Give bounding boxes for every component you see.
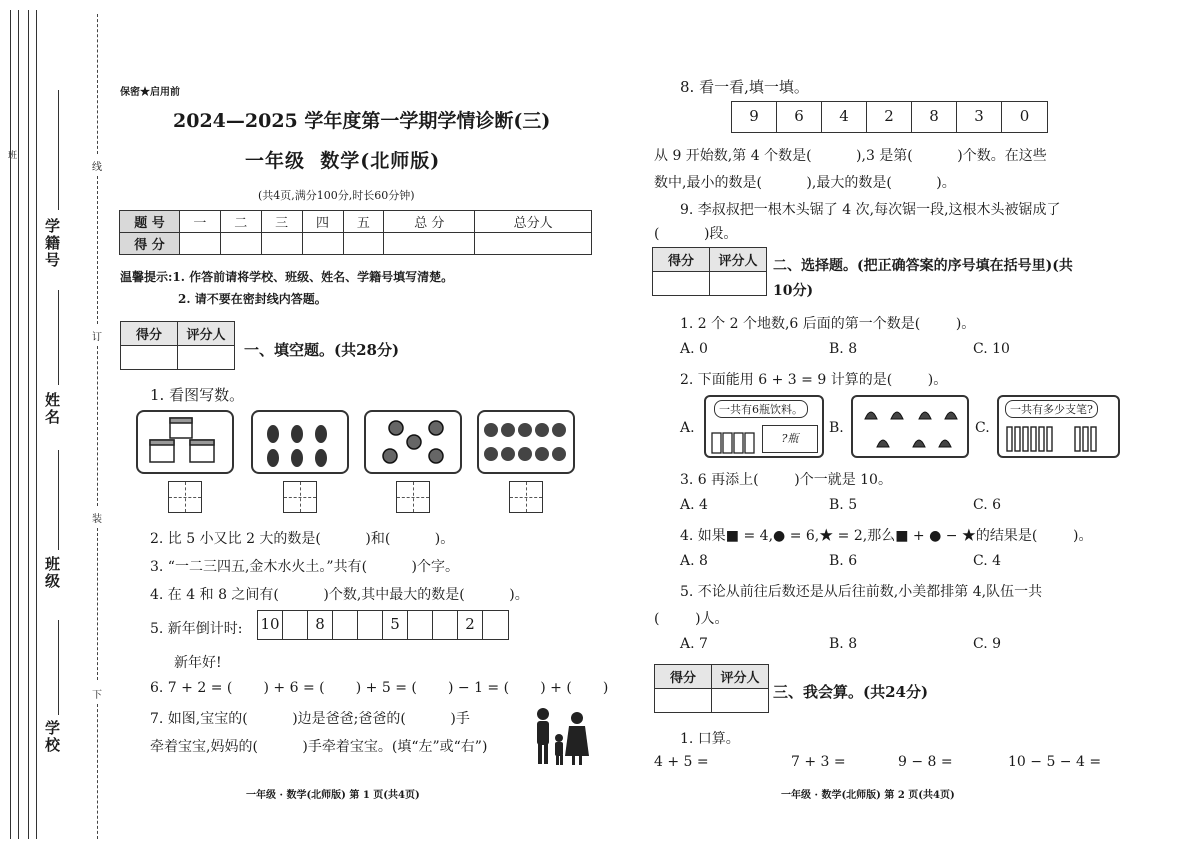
- student-id-label: 学籍号: [43, 218, 61, 269]
- pen-icon: [1003, 423, 1115, 455]
- grader-reviewer-cell[interactable]: [710, 272, 767, 296]
- s2-q4-option-a[interactable]: A. 8: [680, 553, 708, 569]
- q8-text: 8. 看一看,填一填。: [680, 78, 809, 96]
- picture-drinks: [704, 395, 824, 458]
- grader-score-cell[interactable]: [655, 689, 712, 713]
- hat-icon: [853, 397, 967, 456]
- q8-line-2: 数中,最小的数是( ),最大的数是( )。: [654, 175, 956, 191]
- grader-reviewer-label: 评分人: [178, 322, 235, 346]
- section1-title: 一、填空题。(共28分): [244, 341, 400, 359]
- picture-pens: [997, 395, 1120, 458]
- score-row-label: 得 分: [120, 233, 180, 255]
- eggplant-icon: [253, 412, 347, 472]
- s2-q2-option-b[interactable]: B.: [829, 420, 844, 436]
- seal-dash-line: [97, 704, 98, 839]
- score-table-header: 总分人: [475, 211, 592, 233]
- score-table-header: 四: [302, 211, 343, 233]
- countdown-boxes: [257, 610, 509, 640]
- number-cell: 8: [912, 102, 957, 132]
- q9-line-1: 9. 李叔叔把一根木头锯了 4 次,每次锯一段,这根木头被锯成了: [680, 202, 1061, 218]
- score-cell[interactable]: [261, 233, 302, 255]
- exam-title: 2024—2025 学年度第一学期学情诊断(三): [173, 110, 551, 132]
- footer-page-1: 一年级 · 数学(北师版) 第 1 页(共4页): [246, 790, 420, 801]
- seal-dash-line: [97, 14, 98, 154]
- grader-reviewer-label: 评分人: [712, 665, 769, 689]
- name-label: 姓名: [43, 392, 61, 426]
- score-table-header: 五: [343, 211, 384, 233]
- seal-dash-line: [97, 528, 98, 680]
- s2-q5-text: 5. 不论从前往后数还是从后往前数,小美都排第 4,队伍一共: [680, 584, 1043, 600]
- score-table-header: 一: [180, 211, 221, 233]
- s2-q5-option-b[interactable]: B. 8: [829, 636, 858, 652]
- s2-q5-option-a[interactable]: A. 7: [680, 636, 708, 652]
- school-blank[interactable]: [58, 620, 59, 715]
- countdown-cell[interactable]: [433, 611, 458, 639]
- s2-q4-option-c[interactable]: C. 4: [973, 553, 1002, 569]
- gutter-border-line: [36, 10, 37, 839]
- q8-line-1: 从 9 开始数,第 4 个数是( ),3 是第( )个数。在这些: [654, 148, 1047, 164]
- exam-info: (共4页,满分100分,时长60分钟): [258, 189, 415, 202]
- picture-eggplants: [251, 410, 349, 474]
- grader-reviewer-label: 评分人: [710, 248, 767, 272]
- grader-box-3: [654, 664, 769, 713]
- calc-item: 7 + 3 =: [791, 754, 846, 770]
- bottle-icon: [710, 425, 758, 455]
- grader-score-label: 得分: [121, 322, 178, 346]
- gutter-border-line: [28, 10, 29, 839]
- countdown-cell: 8: [308, 611, 333, 639]
- box-icon: ?瓶: [762, 425, 818, 453]
- milk-carton-icon: [138, 412, 232, 472]
- seal-char: 线: [92, 162, 102, 173]
- score-table-header: 二: [220, 211, 261, 233]
- s2-q2-option-c[interactable]: C.: [975, 420, 990, 436]
- exam-subtitle: 一年级 数学(北师版): [245, 150, 441, 172]
- calc-item: 10 − 5 − 4 =: [1008, 754, 1102, 770]
- pens-speech-bubble: 一共有多少支笔?: [1005, 400, 1098, 418]
- s2-q5-text-cont: ( )人。: [654, 611, 729, 627]
- class-blank[interactable]: [58, 450, 59, 550]
- section3-title: 三、我会算。(共24分): [773, 683, 929, 701]
- s2-q3-option-b[interactable]: B. 5: [829, 497, 858, 513]
- grader-score-label: 得分: [653, 248, 710, 272]
- s2-q3-text: 3. 6 再添上( )个一就是 10。: [680, 472, 892, 488]
- q6-text: 6. 7 + 2 = ( ) + 6 = ( ) + 5 = ( ) − 1 = ( ) + ( ): [150, 680, 609, 696]
- s3-q1-text: 1. 口算。: [680, 731, 740, 747]
- q7-line-2: 牵着宝宝,妈妈的( )手牵着宝宝。(填“左”或“右”): [150, 739, 488, 755]
- s2-q1-option-c[interactable]: C. 10: [973, 341, 1010, 357]
- gutter-border-line: [10, 10, 11, 839]
- class-label: 班级: [43, 556, 61, 590]
- q1-text: 1. 看图写数。: [150, 386, 245, 404]
- score-cell[interactable]: [220, 233, 261, 255]
- picture-roses: [364, 410, 462, 474]
- name-blank[interactable]: [58, 290, 59, 385]
- s2-q5-option-c[interactable]: C. 9: [973, 636, 1002, 652]
- section2-title: 二、选择题。(把正确答案的序号填在括号里)(共: [773, 258, 1073, 274]
- grader-score-cell[interactable]: [121, 346, 178, 370]
- s2-q2-option-a[interactable]: A.: [680, 420, 695, 436]
- grader-score-cell[interactable]: [653, 272, 710, 296]
- s2-q4-option-b[interactable]: B. 6: [829, 553, 858, 569]
- footer-page-2: 一年级 · 数学(北师版) 第 2 页(共4页): [781, 790, 955, 801]
- picture-milk-cartons: [136, 410, 234, 474]
- s2-q4-text: 4. 如果■ = 4,● = 6,★ = 2,那么■ + ● − ★的结果是( )。: [680, 528, 1093, 544]
- grader-box-1: [120, 321, 235, 370]
- rose-icon: [366, 412, 460, 472]
- seal-char: 下: [92, 690, 102, 701]
- q3-text: 3. “一二三四五,金木水火土。”共有( )个字。: [150, 559, 459, 575]
- grader-box-2: [652, 247, 767, 296]
- section2-title-cont: 10分): [773, 283, 814, 299]
- countdown-cell[interactable]: [283, 611, 308, 639]
- q7-line-1: 7. 如图,宝宝的( )边是爸爸;爸爸的( )手: [150, 711, 470, 727]
- answer-grid-box[interactable]: [396, 481, 430, 513]
- grader-reviewer-cell[interactable]: [712, 689, 769, 713]
- tips-line-2: 2. 请不要在密封线内答题。: [178, 292, 327, 306]
- number-cell: 4: [822, 102, 867, 132]
- countdown-cell: 10: [258, 611, 283, 639]
- seal-char: 装: [92, 514, 102, 525]
- score-table-header: 三: [261, 211, 302, 233]
- countdown-cell: 2: [458, 611, 483, 639]
- score-cell[interactable]: [343, 233, 384, 255]
- family-silhouette-icon: [525, 706, 595, 768]
- score-table: [119, 210, 592, 255]
- s2-q2-text: 2. 下面能用 6 + 3 = 9 计算的是( )。: [680, 372, 948, 388]
- picture-strawberries: [477, 410, 575, 474]
- seal-dash-line: [97, 346, 98, 506]
- s2-q1-option-a[interactable]: A. 0: [680, 341, 708, 357]
- answer-grid-box[interactable]: [168, 481, 202, 513]
- countdown-cell: 5: [383, 611, 408, 639]
- countdown-cell[interactable]: [333, 611, 358, 639]
- calc-item: 4 + 5 =: [654, 754, 709, 770]
- gutter-edge-char: 班: [8, 151, 18, 161]
- student-id-blank[interactable]: [58, 90, 59, 210]
- s2-q1-text: 1. 2 个 2 个地数,6 后面的第一个数是( )。: [680, 316, 976, 332]
- seal-char: 订: [92, 332, 102, 343]
- number-cell: 9: [732, 102, 777, 132]
- tips-line-1: 温馨提示:1. 作答前请将学校、班级、姓名、学籍号填写清楚。: [120, 270, 454, 284]
- number-row: [731, 101, 1048, 133]
- q5-text: 5. 新年倒计时:: [150, 621, 243, 637]
- number-cell: 3: [957, 102, 1002, 132]
- answer-grid-box[interactable]: [283, 481, 317, 513]
- score-table-header: 题 号: [120, 211, 180, 233]
- score-cell[interactable]: [475, 233, 592, 255]
- answer-grid-box[interactable]: [509, 481, 543, 513]
- grader-score-label: 得分: [655, 665, 712, 689]
- q5-ending: 新年好!: [174, 655, 222, 671]
- gutter-border-line: [18, 10, 19, 839]
- countdown-cell[interactable]: [358, 611, 383, 639]
- score-cell[interactable]: [384, 233, 475, 255]
- s2-q3-option-a[interactable]: A. 4: [680, 497, 708, 513]
- s2-q3-option-c[interactable]: C. 6: [973, 497, 1002, 513]
- s2-q1-option-b[interactable]: B. 8: [829, 341, 858, 357]
- score-cell[interactable]: [180, 233, 221, 255]
- confidential-note: 保密★启用前: [120, 87, 180, 98]
- score-cell[interactable]: [302, 233, 343, 255]
- school-label: 学校: [43, 720, 61, 754]
- strawberry-icon: [479, 412, 573, 472]
- q9-line-2: ( )段。: [654, 226, 738, 242]
- countdown-cell[interactable]: [408, 611, 433, 639]
- calc-item: 9 − 8 =: [898, 754, 953, 770]
- q2-text: 2. 比 5 小又比 2 大的数是( )和( )。: [150, 531, 455, 547]
- drinks-speech-bubble: 一共有6瓶饮料。: [714, 400, 808, 418]
- picture-hats: [851, 395, 969, 458]
- q4-text: 4. 在 4 和 8 之间有( )个数,其中最大的数是( )。: [150, 587, 529, 603]
- grader-reviewer-cell[interactable]: [178, 346, 235, 370]
- number-cell: 6: [777, 102, 822, 132]
- countdown-cell[interactable]: [483, 611, 508, 639]
- score-table-header: 总 分: [384, 211, 475, 233]
- number-cell: 0: [1019, 107, 1030, 125]
- seal-dash-line: [97, 176, 98, 324]
- number-cell: 2: [867, 102, 912, 132]
